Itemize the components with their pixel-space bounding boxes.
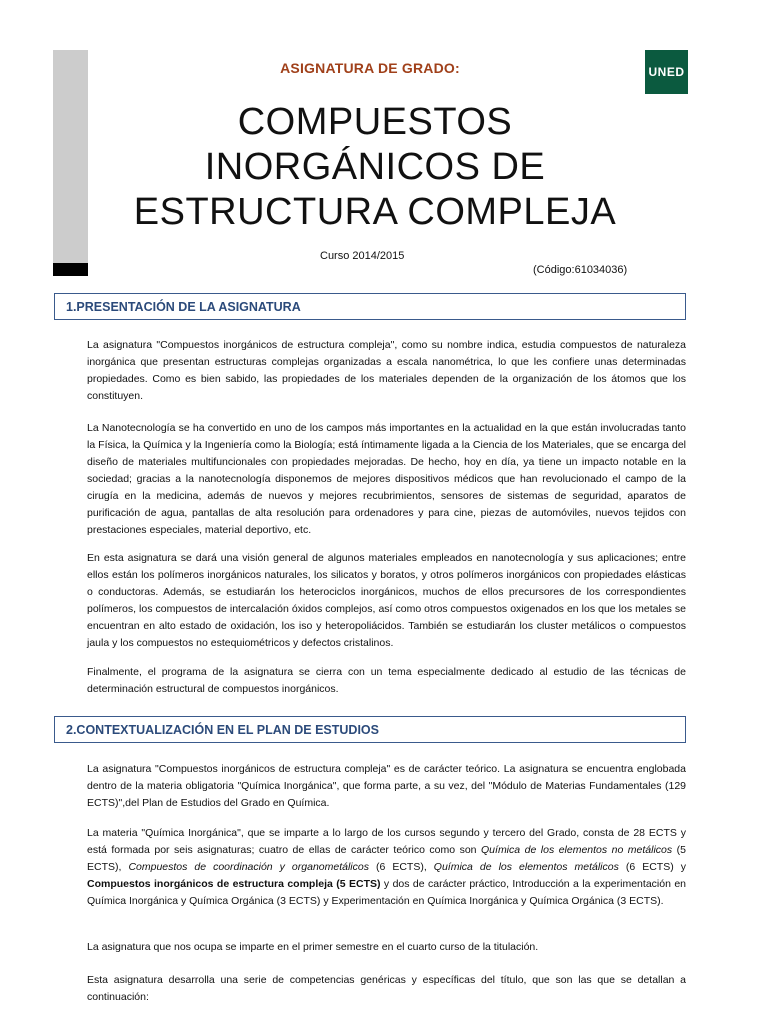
text-run-bold: Compuestos inorgánicos de estructura compleja (5 ECTS)	[87, 878, 381, 890]
pretitle: ASIGNATURA DE GRADO:	[280, 60, 460, 76]
course-year: Curso 2014/2015	[320, 250, 405, 262]
text-run-italic: Química de los elementos no metálicos	[481, 844, 673, 856]
paragraph: La asignatura "Compuestos inorgánicos de estructura compleja", como su nombre indica, estudia compuestos de naturaleza inorgánica que presentan estructuras complejas organizadas a escala nanométrica, lo que les confiere unas determinadas propiedades. Como es bien sabido, las propiedades de los materiales dependen de la organización de los átomos que los constituyen.	[87, 339, 686, 402]
text-run: La materia "Química Inorgánica", que se imparte a lo largo de los cursos segundo y tercero del Grado, consta de 28 ECTS y está formada por seis asignaturas; cuatro de ellas de carácter teórico como son	[87, 827, 686, 856]
text-run: (5 ECTS),	[87, 844, 686, 873]
title-line: COMPUESTOS	[237, 101, 513, 143]
paragraph: Finalmente, el programa de la asignatura se cierra con un tema especialmente dedicado al estudio de las técnicas de determinación estructural de compuestos inorgánicos.	[87, 666, 686, 695]
page-title	[100, 100, 650, 235]
paragraph: En esta asignatura se dará una visión general de algunos materiales empleados en nanotecnología y sus aplicaciones; entre ellos están los polímeros inorgánicos naturales, los silicatos y boratos, y otros polímeros inorgánicos con propiedades elásticas o conductoras. Además, se estudiarán los heterociclos inorgánicos, muchos de ellos precursores de los correspondientes polímeros, los compuestos de intercalación óxidos complejos, así como otros compuestos oxigenados en los que los metales se encuentran en alto estado de oxidación, los iso y heteropoliácidos. También se estudiarán los cluster metálicos o compuestos jaula y los compuestos no estequiométricos y defectos cristalinos.	[87, 552, 686, 649]
text-run: y dos de carácter práctico, Introducción a la experimentación en Química Inorgánica y Química Orgánica (3 ECTS) y Experimentación en Química Inorgánica y Química Orgánica (3 ECTS).	[87, 878, 687, 907]
text-run: (6 ECTS),	[368, 861, 434, 873]
title-line: INORGÁNICOS DE	[204, 146, 546, 188]
decorative-side-bar-end	[53, 263, 88, 276]
section-header-contextualizacion: 2.CONTEXTUALIZACIÓN EN EL PLAN DE ESTUDIOS	[54, 716, 686, 743]
title-line: ESTRUCTURA COMPLEJA	[133, 191, 617, 233]
section-header-presentacion: 1.PRESENTACIÓN DE LA ASIGNATURA	[54, 293, 686, 320]
text-run-italic: Química de los elementos metálicos	[433, 861, 619, 873]
text-run: (6 ECTS) y	[618, 861, 686, 873]
uned-logo	[645, 50, 688, 94]
paragraph: La asignatura que nos ocupa se imparte en el primer semestre en el cuarto curso de la titulación.	[87, 941, 539, 953]
logo-text: UNED	[648, 65, 685, 79]
paragraph: Esta asignatura desarrolla una serie de competencias genéricas y específicas del título, que son las que se detallan a continuación:	[87, 974, 686, 1003]
text-run-italic: Compuestos de coordinación y organometálicos	[128, 861, 369, 873]
paragraph: La asignatura "Compuestos inorgánicos de estructura compleja" es de carácter teórico. La asignatura se encuentra englobada dentro de la materia obligatoria "Química Inorgánica", que forma parte, a su vez, del "Módulo de Materias Fundamentales (129 ECTS)",del Plan de Estudios del Grado en Química.	[87, 763, 686, 809]
course-code: (Código:61034036)	[533, 264, 628, 276]
paragraph: La Nanotecnología se ha convertido en uno de los campos más importantes en la actualidad en la que están involucradas tanto la Física, la Química y la Ingeniería como la Biología; está íntimamente ligada a la Ciencia de los Materiales, que se encarga del diseño de materiales multifuncionales con propiedades mejoradas. De hecho, hoy en día, ya tiene un impacto notable en la sociedad; gracias a la nanotecnología disponemos de mejores dispositivos médicos que han revolucionado el campo de la cirugía en la medicina, además de nuevos y mejores recubrimientos, sensores de sistemas de seguridad, aparatos de purificación de agua, pantallas de alta resolución para ordenadores y para cine, piezas de automóviles, nuevos tejidos con prestaciones especiales, material deportivo, etc.	[87, 422, 686, 536]
decorative-side-bar	[53, 50, 88, 263]
paragraph-materia	[87, 825, 686, 910]
